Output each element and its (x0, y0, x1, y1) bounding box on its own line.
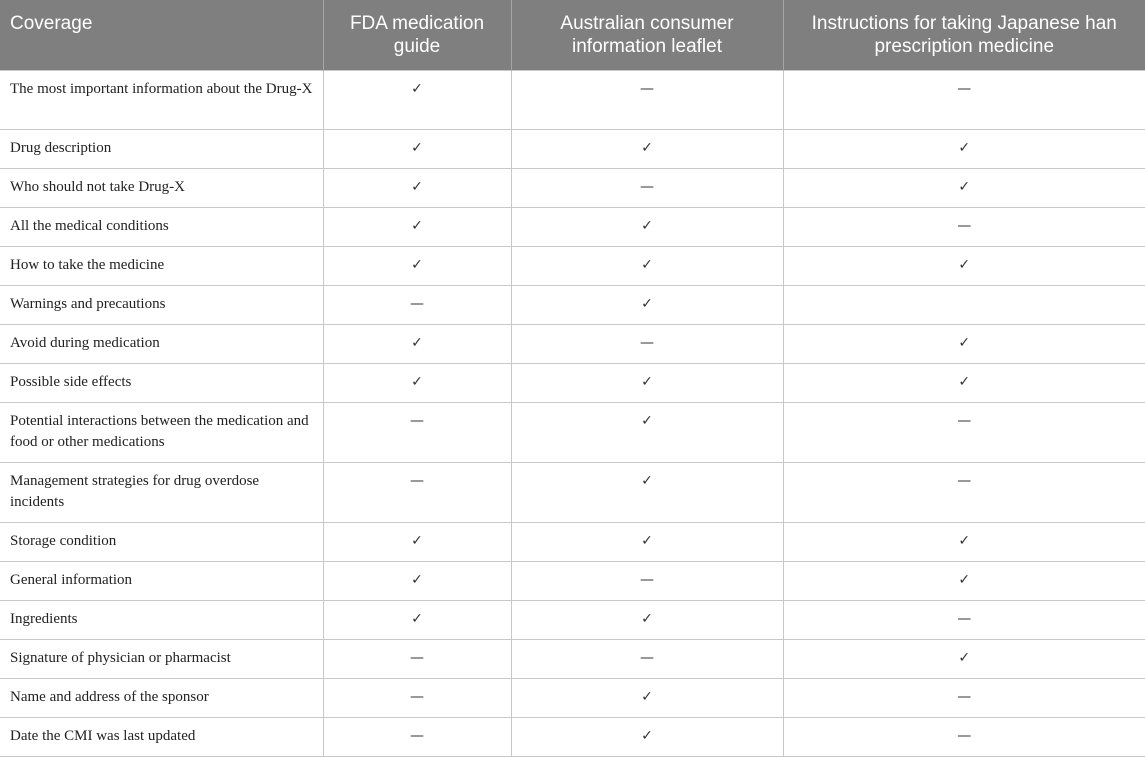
japanese-mark-cell: ✓ (783, 168, 1145, 207)
australian-mark-cell: ✓ (511, 246, 783, 285)
fda-mark-cell: ✓ (323, 70, 511, 129)
coverage-item-label: The most important information about the Drug-X (0, 70, 323, 129)
japanese-mark-cell: ✓ (783, 129, 1145, 168)
japanese-mark-cell: — (783, 70, 1145, 129)
australian-mark-cell: — (511, 561, 783, 600)
coverage-item-label: Management strategies for drug overdose incidents (0, 462, 323, 522)
table-row (0, 285, 1145, 324)
fda-mark-cell: — (323, 717, 511, 756)
coverage-item-label: Drug description (0, 129, 323, 168)
australian-mark-cell: — (511, 168, 783, 207)
australian-mark-cell: ✓ (511, 717, 783, 756)
table-row (0, 324, 1145, 363)
table-row (0, 129, 1145, 168)
coverage-item-label: All the medical conditions (0, 207, 323, 246)
fda-mark-cell: ✓ (323, 522, 511, 561)
japanese-mark-cell: — (783, 717, 1145, 756)
australian-mark-cell: — (511, 324, 783, 363)
header-australian-cmi: Australian consumer information leaflet (511, 0, 783, 70)
coverage-item-label: Storage condition (0, 522, 323, 561)
coverage-item-label: Ingredients (0, 600, 323, 639)
australian-mark-cell: ✓ (511, 207, 783, 246)
australian-mark-cell: — (511, 639, 783, 678)
table-header (0, 0, 1145, 70)
table-row (0, 462, 1145, 522)
table-row (0, 402, 1145, 462)
japanese-mark-cell: — (783, 207, 1145, 246)
table-row (0, 168, 1145, 207)
japanese-mark-cell (783, 285, 1145, 324)
japanese-mark-cell: ✓ (783, 246, 1145, 285)
table-row (0, 561, 1145, 600)
table-row (0, 246, 1145, 285)
fda-mark-cell: — (323, 402, 511, 462)
fda-mark-cell: ✓ (323, 600, 511, 639)
coverage-item-label: Name and address of the sponsor (0, 678, 323, 717)
fda-mark-cell: ✓ (323, 129, 511, 168)
japanese-mark-cell: ✓ (783, 561, 1145, 600)
australian-mark-cell: ✓ (511, 462, 783, 522)
japanese-mark-cell: ✓ (783, 324, 1145, 363)
header-japanese-han-instructions: Instructions for taking Japanese han prescription medicine (783, 0, 1145, 70)
fda-mark-cell: ✓ (323, 324, 511, 363)
australian-mark-cell: ✓ (511, 678, 783, 717)
fda-mark-cell: — (323, 678, 511, 717)
fda-mark-cell: — (323, 285, 511, 324)
table-row (0, 600, 1145, 639)
table-body (0, 70, 1145, 756)
japanese-mark-cell: — (783, 462, 1145, 522)
japanese-mark-cell: — (783, 402, 1145, 462)
japanese-mark-cell: — (783, 600, 1145, 639)
header-fda-medication-guide: FDA medication guide (323, 0, 511, 70)
header-row (0, 0, 1145, 70)
table-row (0, 207, 1145, 246)
coverage-item-label: Avoid during medication (0, 324, 323, 363)
table-row (0, 639, 1145, 678)
coverage-item-label: Signature of physician or pharmacist (0, 639, 323, 678)
header-coverage: Coverage (0, 0, 323, 70)
japanese-mark-cell: ✓ (783, 363, 1145, 402)
table-row (0, 522, 1145, 561)
coverage-item-label: Who should not take Drug-X (0, 168, 323, 207)
australian-mark-cell: ✓ (511, 363, 783, 402)
japanese-mark-cell: — (783, 678, 1145, 717)
coverage-item-label: General information (0, 561, 323, 600)
coverage-item-label: Possible side effects (0, 363, 323, 402)
australian-mark-cell: ✓ (511, 285, 783, 324)
table-row (0, 363, 1145, 402)
fda-mark-cell: ✓ (323, 363, 511, 402)
fda-mark-cell: ✓ (323, 168, 511, 207)
coverage-item-label: Potential interactions between the medication and food or other medications (0, 402, 323, 462)
australian-mark-cell: ✓ (511, 522, 783, 561)
fda-mark-cell: ✓ (323, 246, 511, 285)
australian-mark-cell: ✓ (511, 129, 783, 168)
table-row (0, 70, 1145, 129)
table-row (0, 678, 1145, 717)
australian-mark-cell: ✓ (511, 402, 783, 462)
coverage-item-label: Warnings and precautions (0, 285, 323, 324)
japanese-mark-cell: ✓ (783, 639, 1145, 678)
japanese-mark-cell: ✓ (783, 522, 1145, 561)
coverage-item-label: Date the CMI was last updated (0, 717, 323, 756)
fda-mark-cell: ✓ (323, 561, 511, 600)
australian-mark-cell: ✓ (511, 600, 783, 639)
fda-mark-cell: — (323, 639, 511, 678)
fda-mark-cell: — (323, 462, 511, 522)
table-row (0, 717, 1145, 756)
australian-mark-cell: — (511, 70, 783, 129)
fda-mark-cell: ✓ (323, 207, 511, 246)
coverage-item-label: How to take the medicine (0, 246, 323, 285)
